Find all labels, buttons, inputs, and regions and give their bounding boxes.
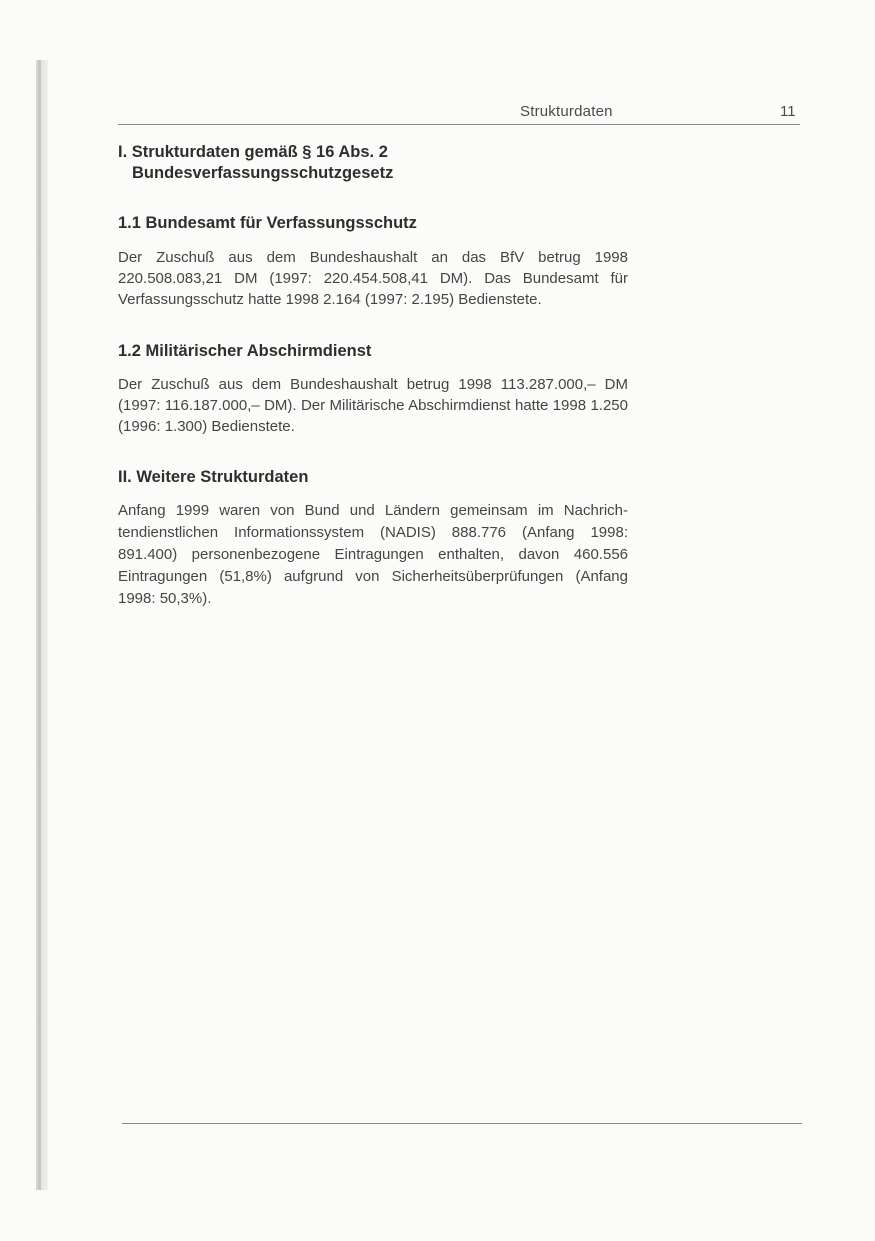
footer-rule <box>122 1123 802 1124</box>
section-2-paragraph: Anfang 1999 waren von Bund und Ländern gemeinsam im Nachrichtendienstlichen Informationssystem (NADIS) 888.776 (Anfang 1998: 891.400) personenbezogene Eintragungen enthalten, davon 460.556 Eintragungen (51,8%) aufgrund von Sicherheitsüberprüfungen (Anfang 1998: 50,3%). <box>118 502 628 607</box>
section-1-1-paragraph: Der Zuschuß aus dem Bundeshaushalt an das BfV betrug 1998 220.508.083,21 DM (1997: 220.454.508,41 DM). Das Bundesamt für Verfassungsschutz hatte 1998 2.164 (1997: 2.195) Bedienstete. <box>118 249 628 308</box>
running-header-title: Strukturdaten <box>520 103 613 120</box>
main-section-heading <box>118 142 638 184</box>
scan-binding-shadow <box>38 60 41 1190</box>
main-heading-line-2: Bundesverfassungsschutzgesetz <box>132 164 394 182</box>
main-heading-line-1: I. Strukturdaten gemäß § 16 Abs. 2 <box>118 143 388 161</box>
page-number: 11 <box>780 103 796 120</box>
section-1-1-heading: 1.1 Bundesamt für Verfassungsschutz <box>118 214 417 232</box>
section-1-2-heading: 1.2 Militärischer Abschirmdienst <box>118 342 372 360</box>
section-2-heading: II. Weitere Strukturdaten <box>118 468 309 486</box>
running-header <box>118 98 800 125</box>
section-1-2-paragraph: Der Zuschuß aus dem Bundeshaushalt betrug 1998 113.287.000,– DM (1997: 116.187.000,– DM). Der Militärische Abschirmdienst hatte 1998 1.250 (1996: 1.300) Bedienstete. <box>118 376 628 435</box>
